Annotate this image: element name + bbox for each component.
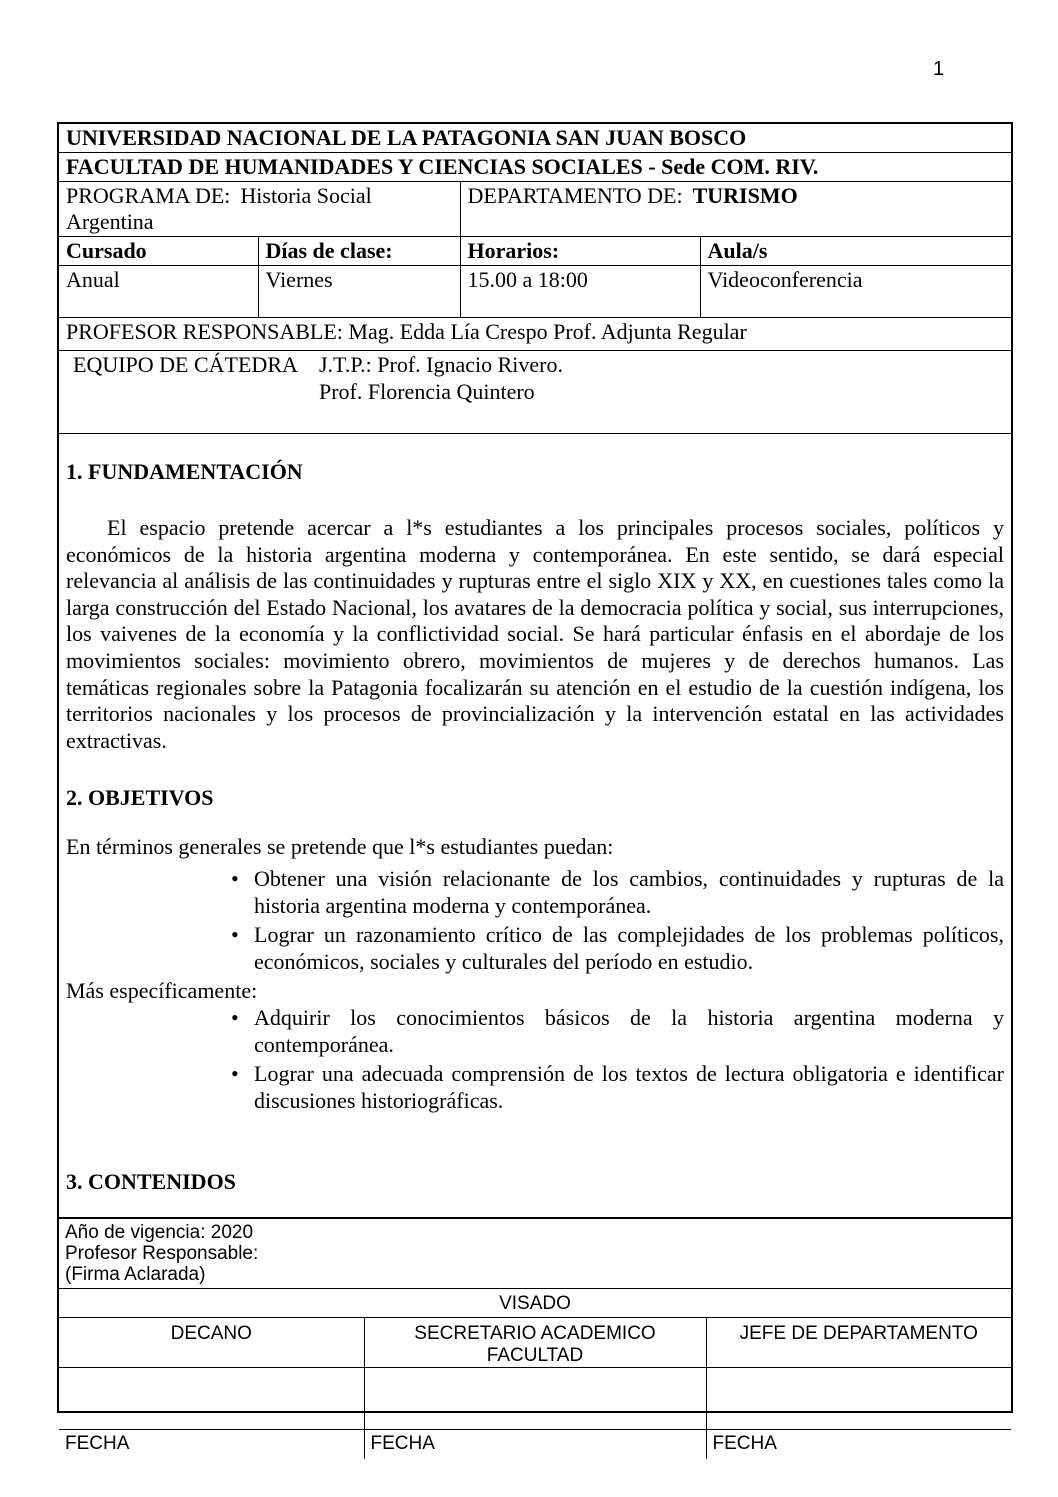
bullet-item: • Lograr una adecuada comprensión de los textos de lectura obligatoria e identificar discusiones historiográficas. [227,1061,1004,1114]
footer-vigencia: Año de vigencia: 2020 [65,1222,254,1243]
objetivos-general-list [227,866,1004,975]
visado-table [59,1219,1011,1459]
schedule-value-horarios: 15.00 a 18:00 [460,266,700,318]
signers-row [59,1318,1011,1368]
equipo-catedra-cell [59,351,1011,434]
schedule-value-aula: Videoconferencia [700,266,1011,318]
equipo-catedra-label: EQUIPO DE CÁTEDRA [73,352,298,377]
signature-cell [364,1368,706,1430]
program-document [57,122,1013,1454]
department-label: DEPARTAMENTO DE: [467,183,683,208]
footer-responsable: Profesor Responsable: [65,1243,259,1264]
equipo-prof2: Prof. Florencia Quintero [319,379,535,404]
schedule-values-row [59,266,1011,318]
bullet-item: • Adquirir los conocimientos básicos de la historia argentina moderna y contemporánea. [227,1005,1004,1058]
signer-decano: DECANO [59,1318,364,1368]
profesor-responsable-row [59,318,1011,351]
section-title-fundamentacion: 1. FUNDAMENTACIÓN [66,459,303,484]
department-cell [460,182,1011,237]
equipo-catedra-row [59,351,1011,434]
schedule-header-horarios: Horarios: [460,237,700,266]
faculty-title: FACULTAD DE HUMANIDADES Y CIENCIAS SOCIALES - Sede COM. RIV. [59,153,1011,182]
program-cell [59,182,460,237]
schedule-value-cursado: Anual [59,266,258,318]
schedule-header-aula: Aula/s [700,237,1011,266]
faculty-row [59,153,1011,182]
schedule-header-cursado: Cursado [59,237,258,266]
page-number: 1 [933,58,945,80]
fundamentacion-paragraph: El espacio pretende acercar a l*s estudiantes a los principales procesos sociales, políticos y económicos de la historia argentina moderna y contemporánea. En este sentido, se dará especial relevancia al análisis de las continuidades y rupturas entre el siglo XIX y XX, en cuestiones tales como la larga construcción del Estado Nacional, los avatares de la democracia política y social, sus interrupciones, los vaivenes de la economía y la conflictividad social. Se hará particular énfasis en el abordaje de los movimientos sociales: movimiento obrero, movimientos de mujeres y de derechos humanos. Las temáticas regionales sobre la Patagonia focalizarán su atención en el estudio de la cuestión indígena, los territorios nacionales y los procesos de provincialización y la intervención estatal en las actividades extractivas. [66,515,1004,753]
university-title: UNIVERSIDAD NACIONAL DE LA PATAGONIA SAN JUAN BOSCO [59,124,1011,153]
header-table [59,124,1011,434]
program-department-row [59,182,1011,237]
fecha-label: FECHA [59,1430,364,1459]
visado-row [59,1289,1011,1318]
signer-jefe: JEFE DE DEPARTAMENTO [706,1318,1011,1368]
visado-title: VISADO [59,1289,1011,1318]
signature-cell [706,1368,1011,1430]
fecha-label: FECHA [364,1430,706,1459]
vigencia-cell [59,1219,1011,1289]
signer-secretario: SECRETARIO ACADEMICO FACULTAD [364,1318,706,1368]
department-value: TURISMO [692,183,798,208]
objetivos-especificos-list [227,1005,1004,1114]
bullet-item: • Obtener una visión relacionante de los cambios, continuidades y rupturas de la historia argentina moderna y contemporánea. [227,866,1004,919]
equipo-line-1 [66,352,1004,378]
profesor-responsable-text: PROFESOR RESPONSABLE: Mag. Edda Lía Crespo Prof. Adjunta Regular [59,318,1011,351]
objetivos-intro: En términos generales se pretende que l*s estudiantes puedan: [66,834,614,860]
program-label: PROGRAMA DE: [66,183,231,208]
university-row [59,124,1011,153]
fecha-label: FECHA [712,1433,777,1454]
section-title-contenidos: 3. CONTENIDOS [66,1169,236,1195]
footer-firma: (Firma Aclarada) [65,1264,206,1285]
schedule-header-dias: Días de clase: [258,237,460,266]
signature-row [59,1368,1011,1430]
program-value: Historia Social Argentina [66,183,372,234]
bullet-item: • Lograr un razonamiento crítico de las complejidades de los problemas políticos, económicos, sociales y culturales del período en estudio. [227,922,1004,975]
section-title-objetivos: 2. OBJETIVOS [66,785,214,811]
schedule-value-dias: Viernes [258,266,460,318]
mas-especificamente-label: Más específicamente: [66,978,258,1004]
fecha-row [59,1430,1011,1459]
vigencia-row [59,1219,1011,1289]
schedule-header-row [59,237,1011,266]
signature-cell [59,1368,364,1430]
program-body [59,434,1011,1219]
equipo-jtp: J.T.P.: Prof. Ignacio Rivero. [319,352,564,377]
